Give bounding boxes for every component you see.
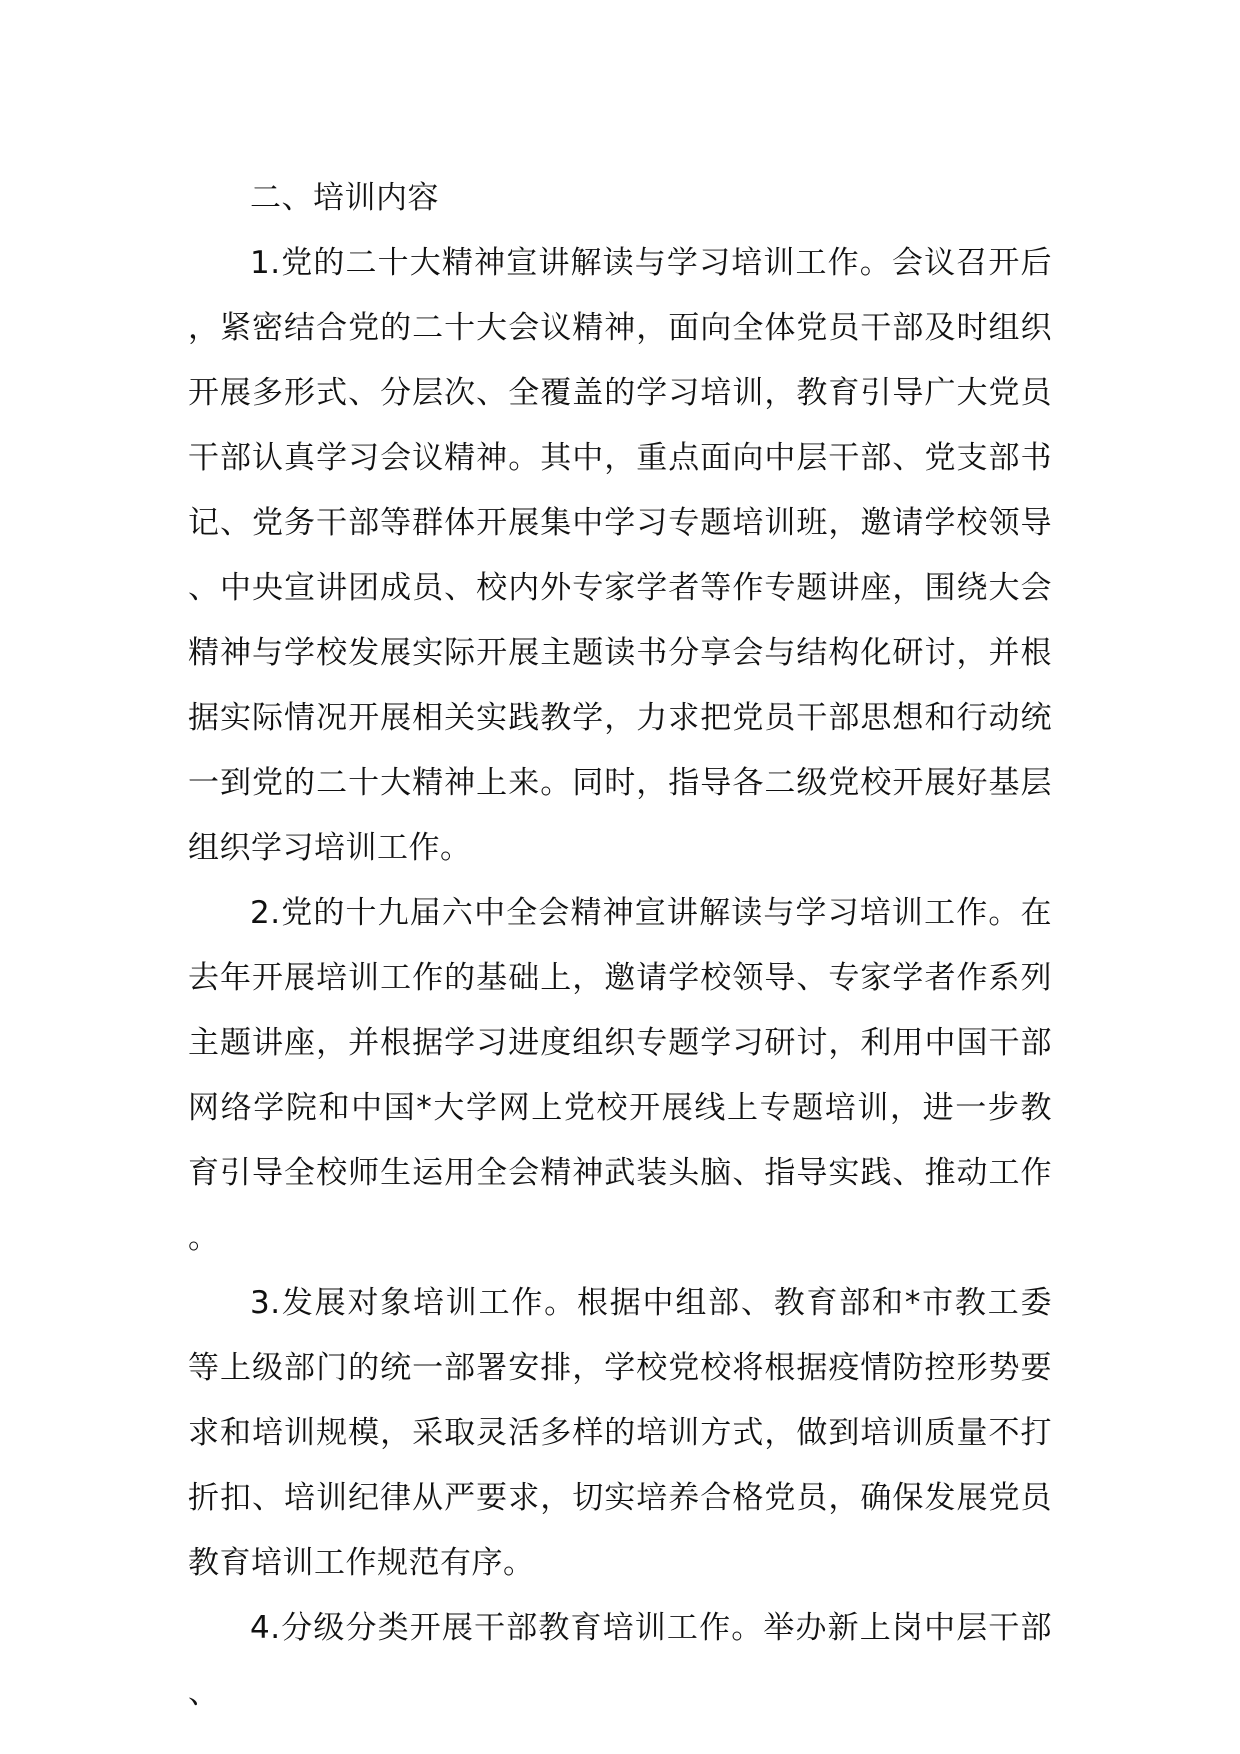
paragraph-3: 3.发展对象培训工作。根据中组部、教育部和*市教工委等上级部门的统一部署安排，学校党校将根据疫情防控形势要求和培训规模，采取灵活多样的培训方式，做到培训质量不打折扣、培训纪律从严要求，切实培养合格党员，确保发展党员教育培训工作规范有序。 [188,1285,1052,1581]
paragraph-4: 4.分级分类开展干部教育培训工作。举办新上岗中层干部、 [188,1610,1052,1711]
document-body [188,166,1052,1726]
paragraph-2: 2.党的十九届六中全会精神宣讲解读与学习培训工作。在去年开展培训工作的基础上，邀请学校领导、专家学者作系列主题讲座，并根据学习进度组织专题学习研讨，利用中国干部网络学院和中国*大学网上党校开展线上专题培训，进一步教育引导全校师生运用全会精神武装头脑、指导实践、推动工作。 [188,895,1052,1256]
paragraph-1: 1.党的二十大精神宣讲解读与学习培训工作。会议召开后，紧密结合党的二十大会议精神，面向全体党员干部及时组织开展多形式、分层次、全覆盖的学习培训，教育引导广大党员干部认真学习会议精神。其中，重点面向中层干部、党支部书记、党务干部等群体开展集中学习专题培训班，邀请学校领导、中央宣讲团成员、校内外专家学者等作专题讲座，围绕大会精神与学校发展实际开展主题读书分享会与结构化研讨，并根据实际情况开展相关实践教学，力求把党员干部思想和行动统一到党的二十大精神上来。同时，指导各二级党校开展好基层组织学习培训工作。 [188,245,1052,866]
section-heading: 二、培训内容 [250,180,439,216]
